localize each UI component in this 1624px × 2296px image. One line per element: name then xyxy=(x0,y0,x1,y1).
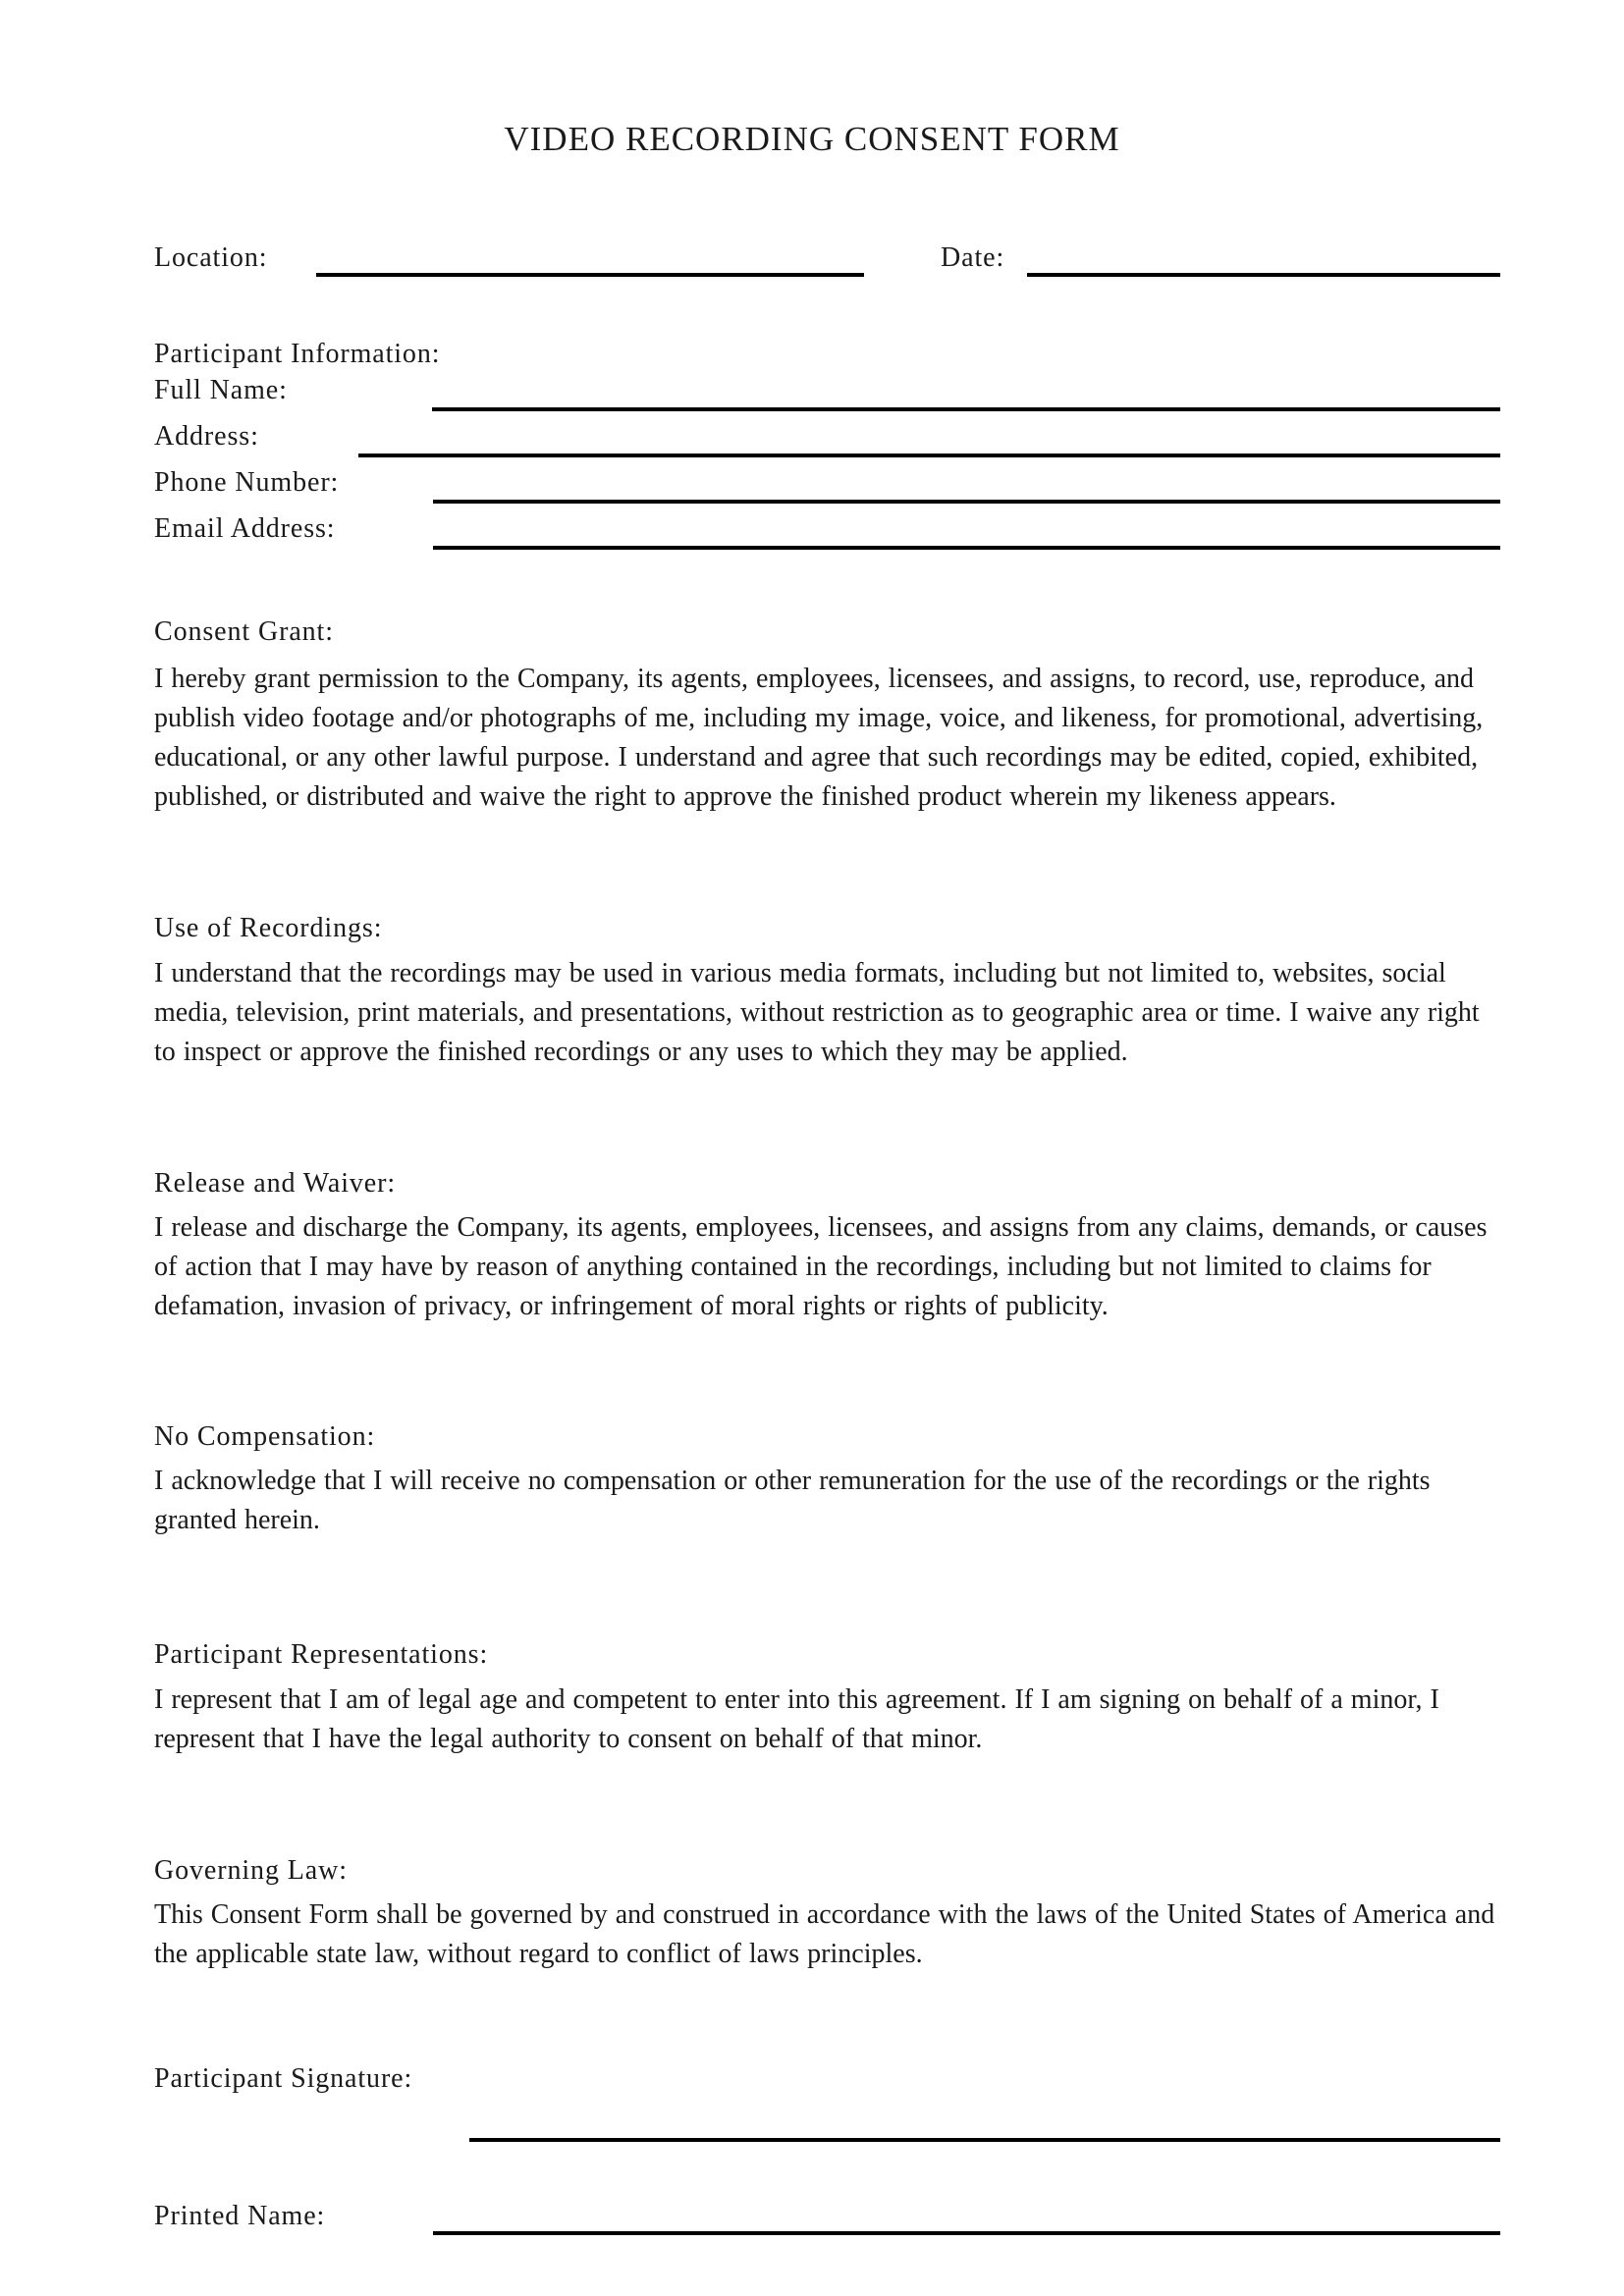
location-label: Location: xyxy=(154,242,268,273)
no-compensation-body: I acknowledge that I will receive no compensation or other remuneration for the use of the recordings or the rights granted herein. xyxy=(154,1466,1431,1535)
full-name-blank-line xyxy=(432,407,1500,411)
signature-blank-line xyxy=(469,2138,1500,2142)
release-and-waiver-body: I release and discharge the Company, its agents, employees, licensees, and assigns from any claims, demands, or causes of action that I may have by reason of anything contained in the recordings, including but not limited to claims for defamation, invasion of privacy, or infringement of moral rights or rights of publicity. xyxy=(154,1212,1488,1321)
release-and-waiver-heading: Release and Waiver: xyxy=(154,1168,397,1199)
participant-info-heading: Participant Information: xyxy=(154,339,441,369)
use-of-recordings-body: I understand that the recordings may be used in various media formats, including but not limited to, websites, social media, television, print materials, and presentations, without restriction as to geographic area or time. I waive any right to inspect or approve the finished recordings or any uses to which they may be applied. xyxy=(154,958,1480,1067)
printed-name-blank-line xyxy=(433,2231,1500,2235)
consent-grant-heading: Consent Grant: xyxy=(154,616,334,647)
date-label: Date: xyxy=(941,242,1005,273)
address-blank-line xyxy=(358,454,1500,457)
consent-grant-body: I hereby grant permission to the Company, its agents, employees, licensees, and assigns, to record, use, reproduce, and publish video footage and/or photographs of me, including my image, voice, and likeness, for promotional, advertising, educational, or any other lawful purpose. I understand and agree that such recordings may be edited, copied, exhibited, published, or distributed and waive the right to approve the finished product wherein my likeness appears. xyxy=(154,664,1484,812)
full-name-label: Full Name: xyxy=(154,375,288,405)
governing-law-body: This Consent Form shall be governed by and construed in accordance with the laws of the United States of America and the applicable state law, without regard to conflict of laws principles. xyxy=(154,1899,1495,1969)
page-title: VIDEO RECORDING CONSENT FORM xyxy=(504,120,1120,158)
phone-number-label: Phone Number: xyxy=(154,467,340,498)
participant-signature-label: Participant Signature: xyxy=(154,2063,413,2094)
address-label: Address: xyxy=(154,421,259,452)
phone-number-blank-line xyxy=(433,500,1500,504)
email-address-label: Email Address: xyxy=(154,513,336,544)
governing-law-heading: Governing Law: xyxy=(154,1855,348,1886)
date-blank-line xyxy=(1027,273,1500,277)
participant-representations-body: I represent that I am of legal age and competent to enter into this agreement. If I am signing on behalf of a minor, I represent that I have the legal authority to consent on behalf of that minor. xyxy=(154,1684,1439,1754)
email-address-blank-line xyxy=(433,546,1500,550)
no-compensation-heading: No Compensation: xyxy=(154,1421,376,1452)
printed-name-label: Printed Name: xyxy=(154,2201,326,2231)
participant-representations-heading: Participant Representations: xyxy=(154,1639,489,1670)
use-of-recordings-heading: Use of Recordings: xyxy=(154,913,383,943)
location-blank-line xyxy=(316,273,864,277)
